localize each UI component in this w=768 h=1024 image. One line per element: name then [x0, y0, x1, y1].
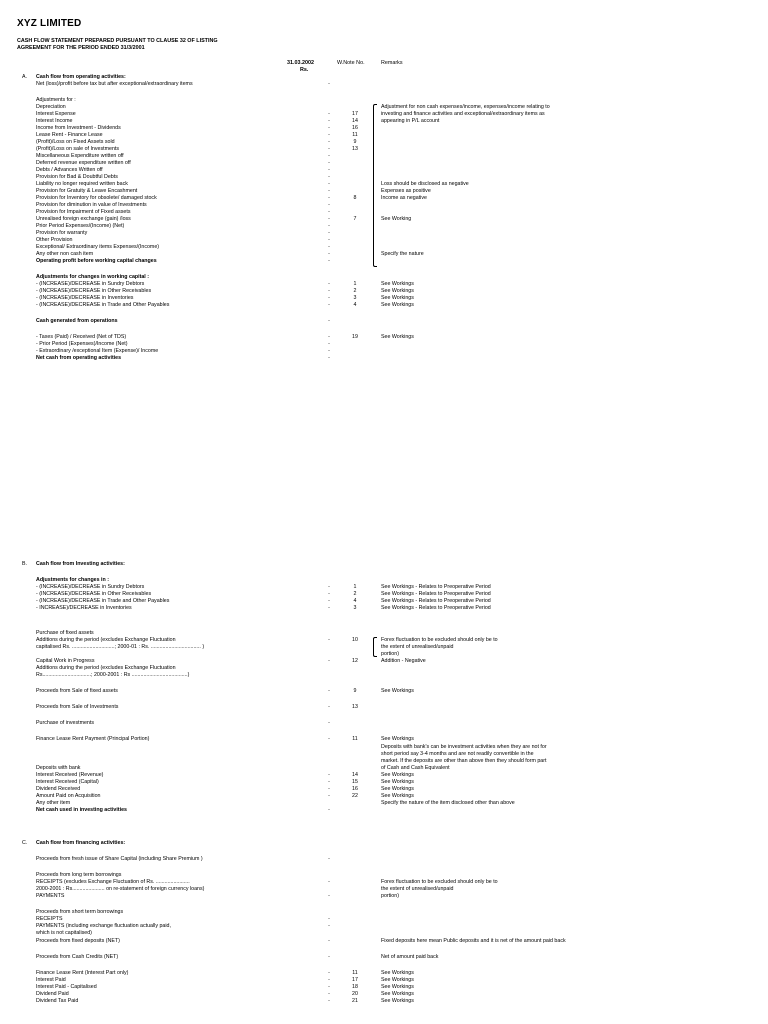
row-label: Prior Period Expenses/(Income) (Net) — [36, 223, 125, 229]
section-marker: A. — [22, 74, 28, 80]
row-label: Interest Received (Revenue) — [36, 772, 104, 778]
row-value: - — [328, 688, 330, 694]
row-label: Finance Lease Rent Payment (Principal Portion) — [36, 736, 150, 742]
table-row — [0, 970, 768, 977]
table-row — [0, 81, 768, 88]
table-row — [0, 132, 768, 139]
row-label: - (INCREASE)/DECREASE in Trade and Other Payables — [36, 598, 170, 604]
row-value: - — [328, 637, 330, 643]
row-label: Proceeds from Cash Credits (NET) — [36, 954, 119, 960]
table-row — [0, 251, 768, 258]
row-remark: Forex fluctuation to be excluded should only be to — [381, 637, 498, 643]
row-label: Adjustments for changes in : — [36, 577, 109, 583]
row-label: Operating profit before working capital changes — [36, 258, 157, 264]
row-remark: Income as negative — [381, 195, 427, 201]
table-row — [0, 181, 768, 188]
table-row — [0, 991, 768, 998]
row-label: Provision for warranty — [36, 230, 88, 236]
table-row — [0, 658, 768, 665]
row-label: Interest Income — [36, 118, 73, 124]
row-label: Adjustments for : — [36, 97, 76, 103]
row-remark: See Workings — [381, 984, 414, 990]
row-value: - — [328, 288, 330, 294]
table-row — [0, 736, 768, 743]
row-remark: See Workings — [381, 334, 414, 340]
row-label: RECEIPTS — [36, 916, 63, 922]
table-row — [0, 856, 768, 863]
row-label: Amount Paid on Acquisition — [36, 793, 101, 799]
row-label: PAYMENTS — [36, 893, 65, 899]
row-value: - — [328, 295, 330, 301]
row-label: - Prior Period (Expenses)/Income (Net) — [36, 341, 128, 347]
column-header-unit: Rs. — [300, 67, 309, 73]
row-note-number: 13 — [352, 146, 358, 152]
row-remark: See Working — [381, 216, 412, 222]
table-row — [0, 751, 768, 758]
table-row — [0, 800, 768, 807]
row-value: - — [328, 991, 330, 997]
row-label: Dividend Received — [36, 786, 81, 792]
row-remark: See Workings - Relates to Preoperative Period — [381, 591, 491, 597]
table-row — [0, 744, 768, 751]
row-remark: Fixed deposits here mean Public deposits and it is net of the amount paid back — [381, 938, 566, 944]
row-note-number: 12 — [352, 658, 358, 664]
row-value: - — [328, 195, 330, 201]
row-value: - — [328, 893, 330, 899]
row-note-number: 13 — [352, 704, 358, 710]
table-row — [0, 302, 768, 309]
row-value: - — [328, 658, 330, 664]
statement-title-line-2: AGREEMENT FOR THE PERIOD ENDED 31/3/2001 — [17, 45, 145, 51]
row-label: Provision for Bad & Doubtful Debts — [36, 174, 118, 180]
row-label: Miscellaneous Expenditure written off — [36, 153, 124, 159]
row-label: Provision for Gratuity & Leave Encashment — [36, 188, 138, 194]
row-note-number: 16 — [352, 125, 358, 131]
row-label: Proceeds from long term borrowings — [36, 872, 122, 878]
row-note-number: 3 — [353, 295, 357, 301]
row-note-number: 15 — [352, 779, 358, 785]
row-value: - — [328, 348, 330, 354]
row-value: - — [328, 139, 330, 145]
row-label: 2000-2001 : Rs...................... on re-statement of foreign currency loans) — [36, 886, 205, 892]
row-value: - — [328, 856, 330, 862]
table-row — [0, 923, 768, 930]
row-remark: the extent of unrealised/unpaid — [381, 886, 454, 892]
row-note-number: 4 — [353, 302, 357, 308]
table-row — [0, 688, 768, 695]
column-header-date: 31.03.2002 — [287, 60, 314, 66]
row-value: - — [328, 779, 330, 785]
row-label: capitalised Rs. .............................; 2000-01 : Rs. .................................. ) — [36, 644, 205, 650]
row-value: - — [328, 334, 330, 340]
table-row — [0, 591, 768, 598]
row-value: - — [328, 793, 330, 799]
row-note-number: 8 — [353, 195, 357, 201]
row-note-number: 20 — [352, 991, 358, 997]
row-value: - — [328, 807, 330, 813]
table-row — [0, 954, 768, 961]
row-remark: portion) — [381, 651, 399, 657]
row-value: - — [328, 584, 330, 590]
table-row — [0, 237, 768, 244]
table-row — [0, 258, 768, 265]
row-remark: Adjustment for non cash expenses/income, expenses/income relating to — [381, 104, 550, 110]
row-note-number: 4 — [353, 598, 357, 604]
table-row — [0, 125, 768, 132]
row-remark: See Workings — [381, 998, 414, 1004]
table-row — [0, 930, 768, 937]
table-row — [0, 153, 768, 160]
table-row — [0, 160, 768, 167]
row-value: - — [328, 132, 330, 138]
row-label: Deferred revenue expenditure written off — [36, 160, 131, 166]
row-note-number: 1 — [353, 281, 357, 287]
row-note-number: 17 — [352, 977, 358, 983]
row-label: Interest Paid - Capitalised — [36, 984, 97, 990]
company-name: XYZ LIMITED — [17, 18, 82, 29]
row-value: - — [328, 237, 330, 243]
row-label: Debts / Advances Written off — [36, 167, 103, 173]
table-row — [0, 288, 768, 295]
row-note-number: 17 — [352, 111, 358, 117]
row-value: - — [328, 160, 330, 166]
row-note-number: 2 — [353, 591, 357, 597]
row-label: Dividend Paid — [36, 991, 69, 997]
row-label: Additions during the period (excludes Exchange Fluctuation — [36, 665, 176, 671]
table-row — [0, 188, 768, 195]
row-label: - INCREASE)/DECREASE in Inventories — [36, 605, 132, 611]
row-label: Proceeds from short term borrowings — [36, 909, 124, 915]
row-label: Interest Paid — [36, 977, 66, 983]
row-label: Rs.................................; 2000-2001 : Rs ......................................) — [36, 672, 190, 678]
row-remark: See Workings — [381, 779, 414, 785]
row-remark: See Workings — [381, 288, 414, 294]
row-value: - — [328, 118, 330, 124]
table-row — [0, 909, 768, 916]
row-remark: See Workings — [381, 991, 414, 997]
table-row — [0, 651, 768, 658]
row-label: Purchase of fixed assets — [36, 630, 94, 636]
table-row — [0, 704, 768, 711]
table-row — [0, 223, 768, 230]
row-value: - — [328, 216, 330, 222]
section-marker: C. — [22, 840, 28, 846]
table-row — [0, 872, 768, 879]
row-note-number: 11 — [352, 970, 358, 976]
row-remark: Deposits with bank's can be investment activities when they are not for — [381, 744, 547, 750]
row-remark: See Workings - Relates to Preoperative Period — [381, 584, 491, 590]
table-row — [0, 807, 768, 814]
row-label: RECEIPTS (excludes Exchange Fluctuation of Rs. ....................... — [36, 879, 190, 885]
row-label: Provision for diminution in value of Investments — [36, 202, 147, 208]
table-row — [0, 765, 768, 772]
row-value: - — [328, 598, 330, 604]
row-label: Liability no longer required written back — [36, 181, 128, 187]
table-row — [0, 274, 768, 281]
row-label: Finance Lease Rent (Interest Part only) — [36, 970, 129, 976]
table-row — [0, 758, 768, 765]
row-value: - — [328, 251, 330, 257]
row-remark: Expenses as positive — [381, 188, 431, 194]
row-remark: See Workings - Relates to Preoperative Period — [381, 605, 491, 611]
row-label: Any other item — [36, 800, 71, 806]
table-row — [0, 167, 768, 174]
table-row — [0, 886, 768, 893]
section-marker: B. — [22, 561, 28, 567]
row-value: - — [328, 81, 330, 87]
row-note-number: 22 — [352, 793, 358, 799]
row-value: - — [328, 125, 330, 131]
row-label: Provision for Inventory for obsolete/ damaged stock — [36, 195, 157, 201]
table-row — [0, 998, 768, 1005]
table-row — [0, 598, 768, 605]
table-row — [0, 786, 768, 793]
row-remark: See Workings — [381, 786, 414, 792]
row-value: - — [328, 174, 330, 180]
row-note-number: 10 — [352, 637, 358, 643]
row-label: Dividend Tax Paid — [36, 998, 79, 1004]
row-value: - — [328, 923, 330, 929]
row-label: Depreciation — [36, 104, 66, 110]
table-row — [0, 341, 768, 348]
row-remark: See Workings — [381, 295, 414, 301]
table-row — [0, 605, 768, 612]
row-note-number: 11 — [352, 132, 358, 138]
row-note-number: 3 — [353, 605, 357, 611]
row-value: - — [328, 772, 330, 778]
table-row — [0, 630, 768, 637]
row-label: Net cash used in investing activities — [36, 807, 127, 813]
statement-title-line-1: CASH FLOW STATEMENT PREPARED PURSUANT TO CLAUSE 32 OF LISTING — [17, 38, 218, 44]
row-remark: of Cash and Cash Equivalent — [381, 765, 450, 771]
table-row — [0, 984, 768, 991]
row-value: - — [328, 984, 330, 990]
table-row — [0, 174, 768, 181]
row-label: Any other non cash item — [36, 251, 94, 257]
row-label: Cash flow from Investing activities: — [36, 561, 125, 567]
row-remark: Addition - Negative — [381, 658, 426, 664]
row-value: - — [328, 223, 330, 229]
row-value: - — [328, 977, 330, 983]
row-note-number: 14 — [352, 772, 358, 778]
table-row — [0, 111, 768, 118]
row-value: - — [328, 916, 330, 922]
row-note-number: 18 — [352, 984, 358, 990]
row-label: Deposits with bank — [36, 765, 81, 771]
table-row — [0, 720, 768, 727]
table-row — [0, 916, 768, 923]
row-note-number: 9 — [353, 139, 357, 145]
row-value: - — [328, 970, 330, 976]
row-note-number: 21 — [352, 998, 358, 1004]
row-remark: investing and finance activities and exceptional/extraordinary items as — [381, 111, 545, 117]
row-value: - — [328, 167, 330, 173]
row-label: - (INCREASE)/DECREASE in Other Receivables — [36, 288, 152, 294]
table-row — [0, 216, 768, 223]
row-label: Proceeds from fixed deposits (NET) — [36, 938, 120, 944]
row-value: - — [328, 954, 330, 960]
row-remark: market. If the deposits are other than above then they should form part — [381, 758, 547, 764]
row-label: - (INCREASE)/DECREASE in Trade and Other Payables — [36, 302, 170, 308]
row-remark: See Workings — [381, 977, 414, 983]
row-note-number: 14 — [352, 118, 358, 124]
row-label: Exceptional/ Extraordinary items Expenses/(Income) — [36, 244, 160, 250]
row-label: Purchase of investments — [36, 720, 94, 726]
row-label: Provision for Impairment of Fixed assets — [36, 209, 131, 215]
column-header-note: W.Note No. — [337, 60, 365, 66]
row-value: - — [328, 786, 330, 792]
row-value: - — [328, 938, 330, 944]
row-remark: See Workings — [381, 281, 414, 287]
row-value: - — [328, 244, 330, 250]
table-row — [0, 772, 768, 779]
row-label: Net (loss)/profit before tax but after exceptional/extraordinary items — [36, 81, 193, 87]
row-remark: Net of amount paid back — [381, 954, 439, 960]
row-value: - — [328, 879, 330, 885]
row-remark: See Workings — [381, 736, 414, 742]
row-value: - — [328, 736, 330, 742]
row-value: - — [328, 146, 330, 152]
row-label: Proceeds from Sale of Investments — [36, 704, 119, 710]
row-label: Unrealised foreign exchange (gain) /loss — [36, 216, 131, 222]
row-value: - — [328, 591, 330, 597]
row-remark: See Workings - Relates to Preoperative Period — [381, 598, 491, 604]
row-label: which is not capitalised) — [36, 930, 92, 936]
row-label: Lease Rent - Finance Lease — [36, 132, 103, 138]
table-row — [0, 318, 768, 325]
table-row — [0, 793, 768, 800]
row-label: Interest Received (Capital) — [36, 779, 99, 785]
row-note-number: 7 — [353, 216, 357, 222]
table-row — [0, 893, 768, 900]
table-row — [0, 281, 768, 288]
row-value: - — [328, 318, 330, 324]
table-row — [0, 665, 768, 672]
table-row — [0, 195, 768, 202]
row-value: - — [328, 605, 330, 611]
row-label: Cash flow from operating activities: — [36, 74, 126, 80]
row-value: - — [328, 209, 330, 215]
row-label: Net cash from operating activities — [36, 355, 122, 361]
row-remark: See Workings — [381, 688, 414, 694]
row-remark: Specify the nature of the item disclosed other than above — [381, 800, 515, 806]
row-label: - (INCREASE)/DECREASE in Sundry Debtors — [36, 281, 145, 287]
row-value: - — [328, 181, 330, 187]
row-value: - — [328, 281, 330, 287]
table-row — [0, 348, 768, 355]
table-row — [0, 334, 768, 341]
table-row — [0, 672, 768, 679]
row-label: - Taxes (Paid) / Received (Net of TDS) — [36, 334, 127, 340]
row-label: PAYMENTS (including exchange fluctuation actually paid, — [36, 923, 171, 929]
row-remark: the extent of unrealised/unpaid — [381, 644, 454, 650]
row-remark: Forex fluctuation to be excluded should only be to — [381, 879, 498, 885]
table-row — [0, 879, 768, 886]
table-row — [0, 209, 768, 216]
table-row — [0, 584, 768, 591]
row-label: Proceeds from Sale of fixed assets — [36, 688, 118, 694]
row-label: Income from Investment - Dividends — [36, 125, 121, 131]
row-value: - — [328, 341, 330, 347]
row-note-number: 1 — [353, 584, 357, 590]
table-row — [0, 139, 768, 146]
table-row — [0, 840, 768, 847]
row-label: Cash generated from operations — [36, 318, 118, 324]
row-label: Capital Work in Progress — [36, 658, 95, 664]
row-note-number: 9 — [353, 688, 357, 694]
row-note-number: 19 — [352, 334, 358, 340]
row-remark: See Workings — [381, 302, 414, 308]
table-row — [0, 74, 768, 81]
row-remark: portion) — [381, 893, 399, 899]
table-row — [0, 938, 768, 945]
column-header-remarks: Remarks — [381, 60, 403, 66]
table-row — [0, 230, 768, 237]
row-label: Cash flow from financing activities: — [36, 840, 126, 846]
row-label: (Profit)/Loss on sale of Investments — [36, 146, 120, 152]
row-value: - — [328, 202, 330, 208]
table-row — [0, 244, 768, 251]
row-value: - — [328, 111, 330, 117]
table-row — [0, 637, 768, 644]
row-label: - (INCREASE)/DECREASE in Inventories — [36, 295, 134, 301]
table-row — [0, 202, 768, 209]
row-label: Additions during the period (excludes Exchange Fluctuation — [36, 637, 176, 643]
row-value: - — [328, 720, 330, 726]
row-label: Other Provision — [36, 237, 73, 243]
table-row — [0, 779, 768, 786]
row-label: (Profit)/Loss on Fixed Assets sold — [36, 139, 115, 145]
row-label: Interest Expense — [36, 111, 76, 117]
row-value: - — [328, 230, 330, 236]
table-row — [0, 104, 768, 111]
row-remark: See Workings — [381, 793, 414, 799]
table-row — [0, 644, 768, 651]
row-remark: appearing in P/L account — [381, 118, 440, 124]
row-label: - (INCREASE)/DECREASE in Other Receivables — [36, 591, 152, 597]
table-row — [0, 146, 768, 153]
row-value: - — [328, 153, 330, 159]
row-label: - (INCREASE)/DECREASE in Sundry Debtors — [36, 584, 145, 590]
row-label: - Extraordinary /exceptional Item (Expense)/ Income — [36, 348, 159, 354]
row-value: - — [328, 355, 330, 361]
row-remark: See Workings — [381, 772, 414, 778]
row-remark: Loss should be disclosed as negative — [381, 181, 469, 187]
row-remark: Specify the nature — [381, 251, 424, 257]
table-row — [0, 577, 768, 584]
row-value: - — [328, 302, 330, 308]
row-note-number: 16 — [352, 786, 358, 792]
table-row — [0, 295, 768, 302]
row-label: Proceeds from fresh issue of Share Capital (including Share Premium ) — [36, 856, 203, 862]
table-row — [0, 561, 768, 568]
table-row — [0, 97, 768, 104]
row-remark: short period say 3-4 months and are not readily convertible in the — [381, 751, 534, 757]
table-row — [0, 355, 768, 362]
row-note-number: 11 — [352, 736, 358, 742]
row-label: Adjustments for changes in working capital : — [36, 274, 150, 280]
row-note-number: 2 — [353, 288, 357, 294]
table-row — [0, 977, 768, 984]
row-value: - — [328, 258, 330, 264]
table-row — [0, 118, 768, 125]
row-value: - — [328, 704, 330, 710]
row-value: - — [328, 188, 330, 194]
row-value: - — [328, 998, 330, 1004]
row-remark: See Workings — [381, 970, 414, 976]
